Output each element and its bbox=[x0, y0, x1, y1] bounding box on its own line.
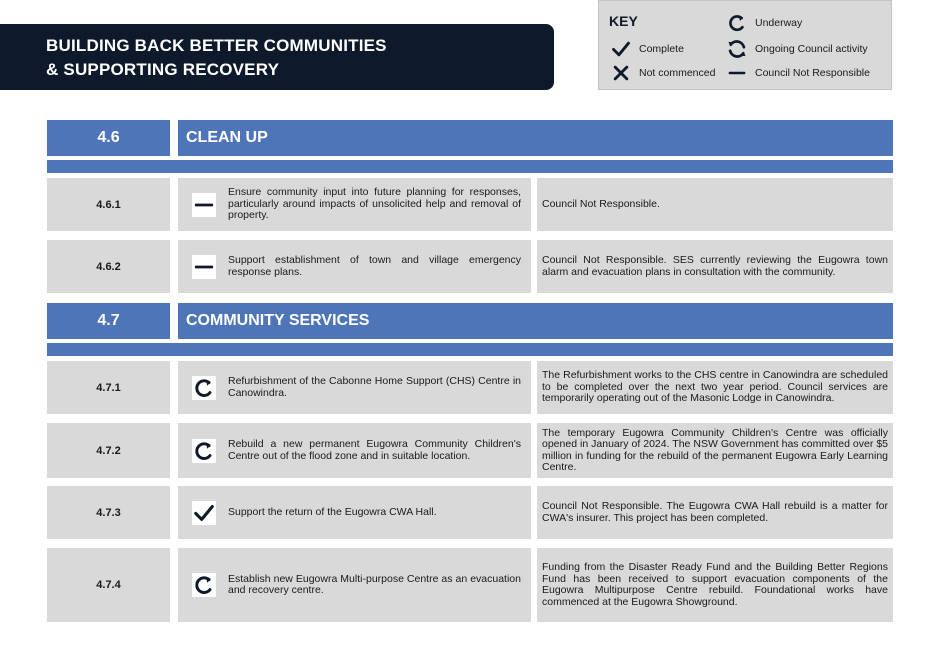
action-text: Ensure community input into future planning for responses, particularly around impacts of unsolicited help and removal of property. bbox=[228, 186, 521, 222]
section-header-community-services bbox=[47, 303, 893, 339]
action-text: Establish new Eugowra Multi-purpose Centre as an evacuation and recovery centre. bbox=[228, 572, 521, 596]
ongoing-icon bbox=[725, 39, 749, 59]
underway-icon bbox=[725, 13, 749, 33]
status-text: Council Not Responsible. The Eugowra CWA Hall rebuild is a matter for CWA's insurer. This project has been completed. bbox=[542, 500, 888, 524]
dash-icon bbox=[192, 193, 216, 217]
row-number: 4.7.3 bbox=[47, 486, 170, 539]
table-row bbox=[47, 178, 893, 231]
section-divider bbox=[47, 160, 893, 173]
section-title: COMMUNITY SERVICES bbox=[178, 303, 893, 339]
section-divider bbox=[47, 343, 893, 356]
underway-icon bbox=[192, 439, 216, 463]
page-title-line-1: BUILDING BACK BETTER COMMUNITIES bbox=[46, 36, 387, 55]
page-title-line-2: & SUPPORTING RECOVERY bbox=[46, 60, 280, 79]
row-status bbox=[537, 361, 893, 414]
section-title: CLEAN UP bbox=[178, 120, 893, 156]
dash-icon bbox=[725, 63, 749, 83]
key-label-not-commenced: Not commenced bbox=[639, 67, 716, 79]
table-row bbox=[47, 240, 893, 293]
status-text: The temporary Eugowra Community Children's Centre was officially opened in January of 2024. The NSW Government has committed over $5 million in funding for the rebuild of the permanent Eugowra Early Learning Centre. bbox=[542, 426, 888, 473]
row-status bbox=[537, 240, 893, 293]
row-status bbox=[537, 423, 893, 478]
row-action bbox=[178, 548, 531, 622]
key-label-not-responsible: Council Not Responsible bbox=[755, 67, 870, 79]
row-action bbox=[178, 178, 531, 231]
underway-icon bbox=[192, 573, 216, 597]
row-number: 4.6.2 bbox=[47, 240, 170, 293]
row-action bbox=[178, 486, 531, 539]
underway-icon bbox=[192, 376, 216, 400]
key-label-complete: Complete bbox=[639, 43, 684, 55]
action-text: Refurbishment of the Cabonne Home Support (CHS) Centre in Canowindra. bbox=[228, 375, 521, 399]
table-row bbox=[47, 486, 893, 539]
status-text: Council Not Responsible. SES currently reviewing the Eugowra town alarm and evacuation plans in consultation with the community. bbox=[542, 254, 888, 278]
section-header-clean-up bbox=[47, 120, 893, 156]
row-action bbox=[178, 423, 531, 478]
check-icon bbox=[192, 501, 216, 525]
row-action bbox=[178, 240, 531, 293]
table-row bbox=[47, 361, 893, 414]
status-key-legend bbox=[598, 0, 892, 90]
key-item-not-responsible bbox=[725, 63, 870, 83]
row-number: 4.7.2 bbox=[47, 423, 170, 478]
action-text: Rebuild a new permanent Eugowra Community Children's Centre out of the flood zone and in suitable location. bbox=[228, 438, 521, 462]
row-action bbox=[178, 361, 531, 414]
row-status bbox=[537, 178, 893, 231]
row-number: 4.7.4 bbox=[47, 548, 170, 622]
status-text: The Refurbishment works to the CHS centre in Canowindra are scheduled to be completed over the next two year period. Council services are temporarily operating out of the Masonic Lodge in Canowindra. bbox=[542, 369, 888, 405]
key-item-underway bbox=[725, 13, 802, 33]
row-number: 4.7.1 bbox=[47, 361, 170, 414]
table-row bbox=[47, 423, 893, 478]
page-title-banner bbox=[0, 24, 554, 90]
action-text: Support establishment of town and village emergency response plans. bbox=[228, 254, 521, 278]
key-label-underway: Underway bbox=[755, 17, 803, 29]
key-title: KEY bbox=[609, 13, 638, 29]
row-status bbox=[537, 548, 893, 622]
section-number: 4.6 bbox=[47, 120, 170, 156]
dash-icon bbox=[192, 255, 216, 279]
row-status bbox=[537, 486, 893, 539]
section-number: 4.7 bbox=[47, 303, 170, 339]
key-item-complete bbox=[609, 39, 684, 59]
status-text: Council Not Responsible. bbox=[542, 197, 660, 210]
check-icon bbox=[609, 39, 633, 59]
status-text: Funding from the Disaster Ready Fund and the Building Better Regions Fund has been received to support evacuation components of the Eugowra Multipurpose Centre rebuild. Foundational works have commenced at the Eugowra Showground. bbox=[542, 561, 888, 608]
action-text: Support the return of the Eugowra CWA Hall. bbox=[228, 505, 437, 518]
key-label-ongoing: Ongoing Council activity bbox=[755, 43, 868, 55]
row-number: 4.6.1 bbox=[47, 178, 170, 231]
cross-icon bbox=[609, 63, 633, 83]
key-item-not-commenced bbox=[609, 63, 715, 83]
table-row bbox=[47, 548, 893, 622]
key-item-ongoing bbox=[725, 39, 868, 59]
